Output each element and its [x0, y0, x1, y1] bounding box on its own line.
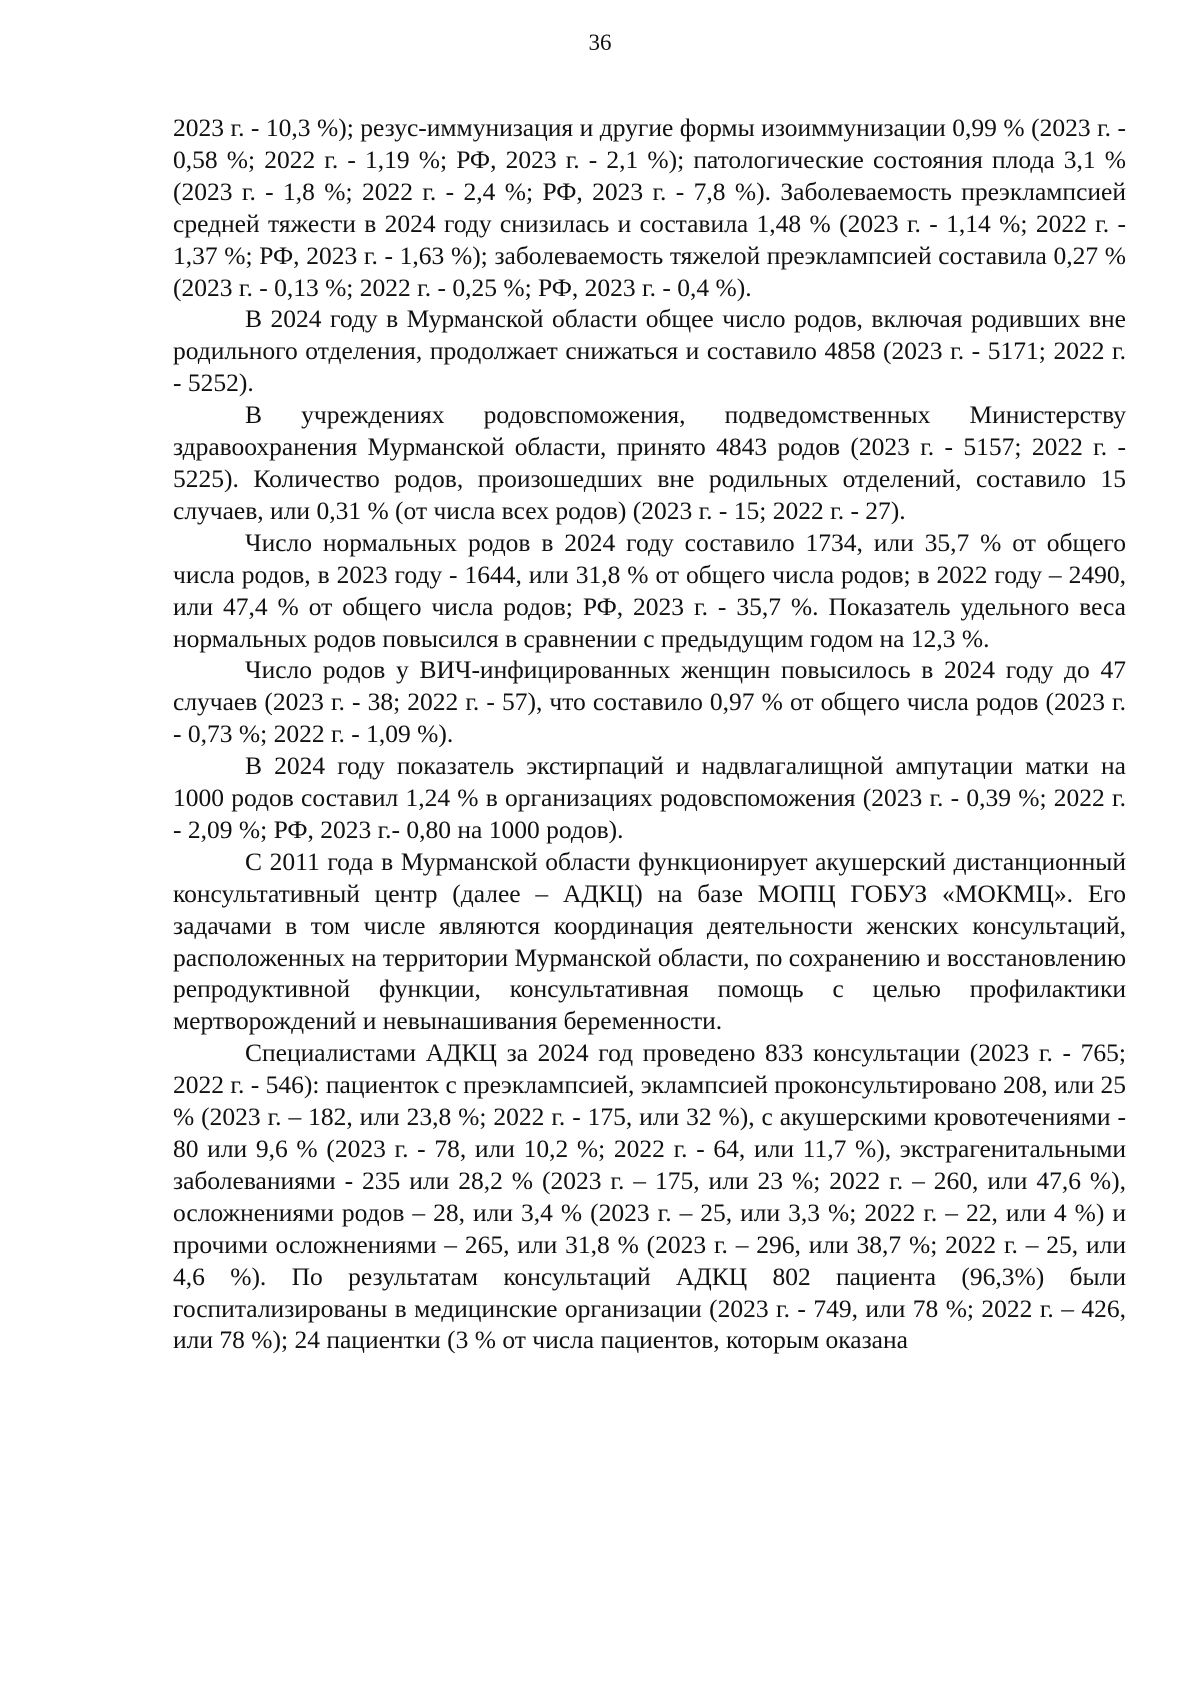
- paragraph-extirpations: В 2024 году показатель экстирпаций и надвлагалищной ампутации матки на 1000 родов составил 1,24 % в организациях родовспоможения (2023 г. - 0,39 %; 2022 г. - 2,09 %; РФ, 2023 г.- 0,80 на 1000 родов).: [173, 751, 1126, 844]
- paragraph-hiv-births: Число родов у ВИЧ-инфицированных женщин повысилось в 2024 году до 47 случаев (2023 г. - 38; 2022 г. - 57), что составило 0,97 % от общего числа родов (2023 г. - 0,73 %; 2022 г. - 1,09 %).: [173, 655, 1126, 749]
- paragraph-obstetric-institutions: В учреждениях родовспоможения, подведомственных Министерству здравоохранения Мурманской области, принято 4843 родов (2023 г. - 5157; 2022 г. - 5225). Количество родов, произошедших вне родильных отделений, составило 15 случаев, или 0,31 % (от числа всех родов) (2023 г. - 15; 2022 г. - 27).: [173, 400, 1126, 525]
- paragraph-births-total: В 2024 году в Мурманской области общее число родов, включая родивших вне родильного отделения, продолжает снижаться и составило 4858 (2023 г. - 5171; 2022 г. - 5252).: [173, 304, 1126, 398]
- document-body: [173, 112, 1126, 1356]
- page-number: 36: [588, 30, 612, 55]
- paragraph-adkc-intro: С 2011 года в Мурманской области функционирует акушерский дистанционный консультативный центр (далее – АДКЦ) на базе МОПЦ ГОБУЗ «МОКМЦ». Его задачами в том числе являются координация деятельности женских консультаций, расположенных на территории Мурманской области, по сохранению и восстановлению репродуктивной функции, консультативная помощь с целью профилактики мертворождений и невынашивания беременности.: [173, 846, 1126, 1036]
- paragraph-adkc-consultations: Специалистами АДКЦ за 2024 год проведено 833 консультации (2023 г. - 765; 2022 г. - 546): пациенток с преэклампсией, эклампсией проконсультировано 208, или 25 % (2023 г. – 182, или 23,8 %; 2022 г. - 175, или 32 %), с акушерскими кровотечениями - 80 или 9,6 % (2023 г. - 78, или 10,2 %; 2022 г. - 64, или 11,7 %), экстрагенитальными заболеваниями - 235 или 28,2 % (2023 г. – 175, или 23 %; 2022 г. – 260, или 47,6 %), осложнениями родов – 28, или 3,4 % (2023 г. – 25, или 3,3 %; 2022 г. – 22, или 4 %) и прочими осложнениями – 265, или 31,8 % (2023 г. – 296, или 38,7 %; 2022 г. – 25, или 4,6 %). По результатам консультаций АДКЦ 802 пациента (96,3%) были госпитализированы в медицинские организации (2023 г. - 749, или 78 %; 2022 г. – 426, или 78 %); 24 пациентки (3 % от числа пациентов, которым оказана: [173, 1038, 1126, 1355]
- paragraph-normal-births: Число нормальных родов в 2024 году составило 1734, или 35,7 % от общего числа родов, в 2023 году - 1644, или 31,8 % от общего числа родов; в 2022 году – 2490, или 47,4 % от общего числа родов; РФ, 2023 г. - 35,7 %. Показатель удельного веса нормальных родов повысился в сравнении с предыдущим годом на 12,3 %.: [173, 527, 1126, 653]
- paragraph-continuation: 2023 г. - 10,3 %); резус-иммунизация и другие формы изоиммунизации 0,99 % (2023 г. - 0,58 %; 2022 г. - 1,19 %; РФ, 2023 г. - 2,1 %); патологические состояния плода 3,1 % (2023 г. - 1,8 %; 2022 г. - 2,4 %; РФ, 2023 г. - 7,8 %). Заболеваемость преэклампсией средней тяжести в 2024 году снизилась и составила 1,48 % (2023 г. - 1,14 %; 2022 г. - 1,37 %; РФ, 2023 г. - 1,63 %); заболеваемость тяжелой преэклампсией составила 0,27 % (2023 г. - 0,13 %; 2022 г. - 0,25 %; РФ, 2023 г. - 0,4 %).: [173, 113, 1126, 302]
